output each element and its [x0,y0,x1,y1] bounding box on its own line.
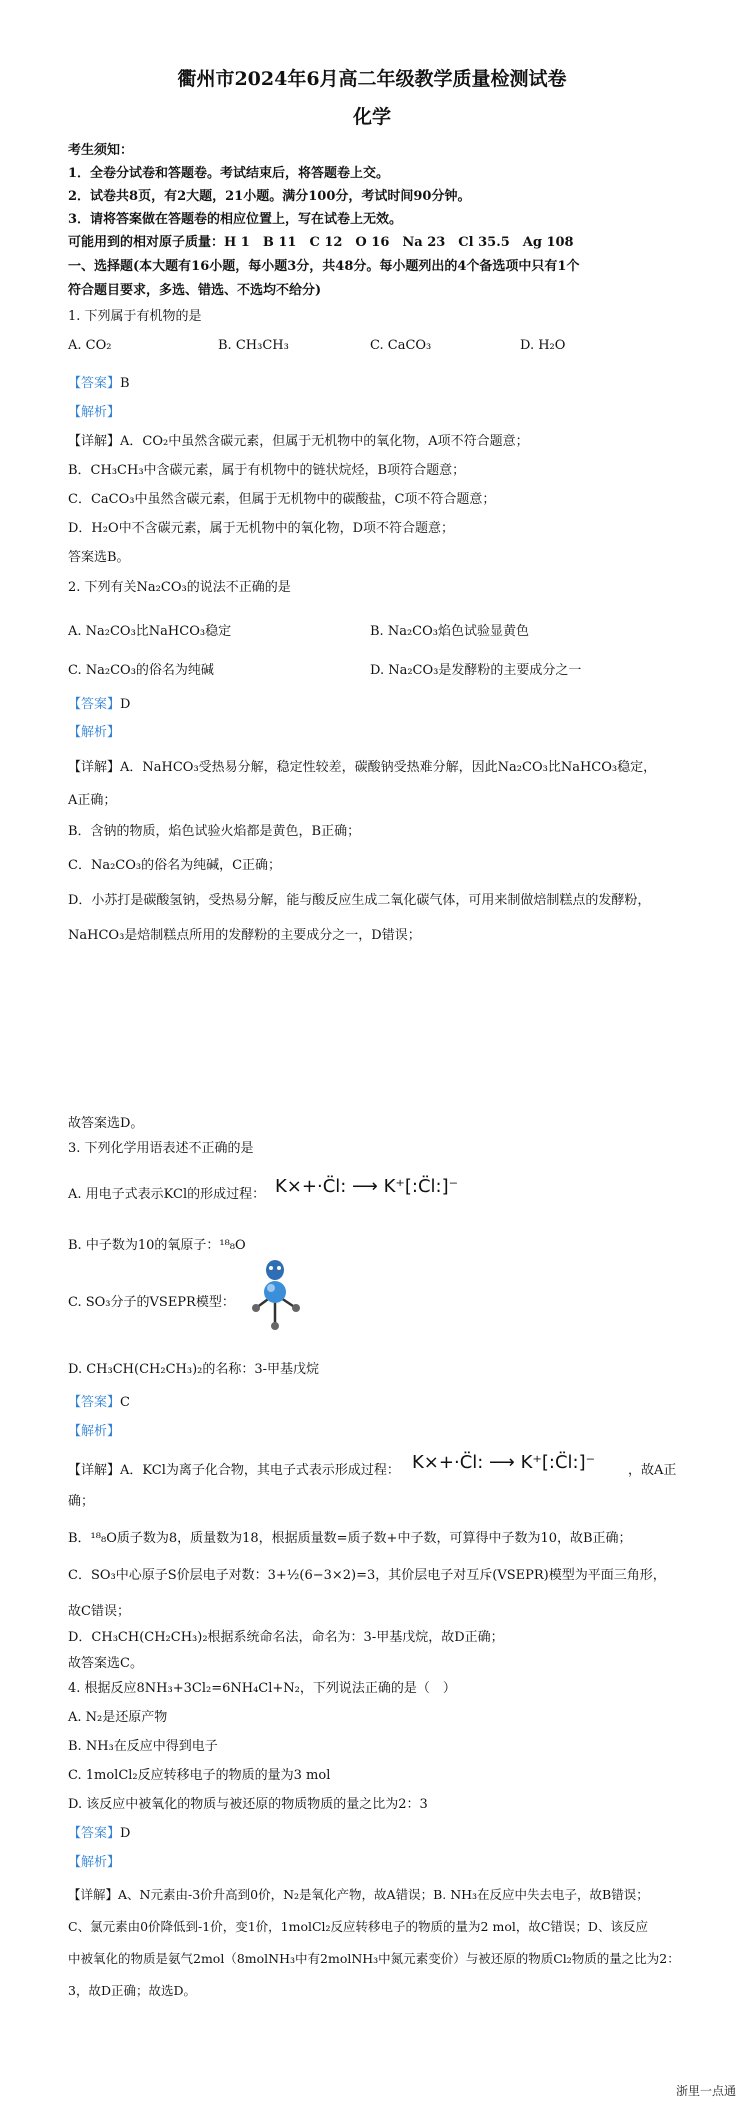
q4-analysis-label: 【解析】 [68,1855,121,1870]
q4-option-d: D. 该反应中被氧化的物质与被还原的物质物质的量之比为2：3 [68,1797,428,1812]
q3-detail-5: 故C错误； [68,1604,130,1619]
q3-detail-1: 【详解】A．KCl为离子化合物，其电子式表示形成过程： [68,1463,400,1478]
q3-answer: C [120,1395,130,1410]
q2-detail-5: D．小苏打是碳酸氢钠，受热易分解，能与酸反应生成二氧化碳气体，可用来制做焙制糕点的发酵粉， [68,893,651,908]
q2-answer-label: 【答案】 [68,697,121,712]
q1-answer: B [120,376,130,391]
q3-detail-6: D．CH₃CH(CH₂CH₃)₂根据系统命名法，命名为：3-甲基戊烷，故D正确； [68,1630,504,1645]
q2-conclusion: 故答案选D。 [68,1116,144,1131]
q3-stem: 3. 下列化学用语表述不正确的是 [68,1141,254,1156]
q2-option-a: A. Na₂CO₃比NaHCO₃稳定 [68,624,232,639]
q1-analysis-label: 【解析】 [68,405,121,420]
q2-option-d: D. Na₂CO₃是发酵粉的主要成分之一 [370,663,582,678]
q2-detail-4: C．Na₂CO₃的俗名为纯碱，C正确； [68,858,282,873]
q2-detail-1: 【详解】A．NaHCO₃受热易分解，稳定性较差，碳酸钠受热难分解，因此Na₂CO₃比NaHCO₃稳定， [68,760,657,775]
q4-detail-4: 3，故D正确；故选D。 [68,1983,196,1998]
q3-option-c: C. SO₃分子的VSEPR模型： [68,1295,235,1310]
q3-detail-3: B．¹⁸₈O质子数为8，质量数为18，根据质量数=质子数+中子数，可算得中子数为10，故B正确； [68,1531,632,1546]
q1-detail-4: D．H₂O中不含碳元素，属于无机物中的氧化物，D项不符合题意； [68,521,455,536]
section-heading-line1: 一、选择题(本大题有16小题，每小题3分，共48分。每小题列出的4个备选项中只有1个 [68,259,580,274]
q3-option-a-formula: K×+·C̈l: ⟶ K⁺[:C̈l:]⁻ [275,1176,459,1197]
q2-analysis-label: 【解析】 [68,725,121,740]
q4-option-a: A. N₂是还原产物 [68,1710,168,1725]
so3-vsepr-model-image [246,1258,304,1334]
q4-option-c: C. 1molCl₂反应转移电子的物质的量为3 mol [68,1768,331,1783]
q1-detail-3: C．CaCO₃中虽然含碳元素，但属于无机物中的碳酸盐，C项不符合题意； [68,492,496,507]
atomic-masses: 可能用到的相对原子质量：H 1 B 11 C 12 O 16 Na 23 Cl 35.5 Ag 108 [68,235,574,250]
q1-answer-label: 【答案】 [68,376,121,391]
q3-option-a: A. 用电子式表示KCl的形成过程： [68,1187,266,1202]
q2-stem: 2. 下列有关Na₂CO₃的说法不正确的是 [68,580,291,595]
q1-option-c: C. CaCO₃ [370,338,432,353]
q3-detail-2: 确； [68,1494,95,1509]
q4-answer: D [120,1826,131,1841]
q4-option-b: B. NH₃在反应中得到电子 [68,1739,218,1754]
q4-detail-1: 【详解】A、N元素由-3价升高到0价，N₂是氧化产物，故A错误；B. NH₃在反应中失去电子，故B错误； [68,1887,649,1902]
q2-answer: D [120,697,131,712]
q3-detail-1-tail: ，故A正 [628,1463,677,1478]
footer-brand: 浙里一点通 [675,2084,736,2098]
q2-option-b: B. Na₂CO₃焰色试验显黄色 [370,624,529,639]
q1-detail-1: 【详解】A．CO₂中虽然含碳元素，但属于无机物中的氧化物，A项不符合题意； [68,434,529,449]
notice-heading: 考生须知： [68,143,134,158]
q2-detail-2: A正确； [68,793,117,808]
q4-stem: 4. 根据反应8NH₃+3Cl₂=6NH₄Cl+N₂，下列说法正确的是（ ） [68,1681,456,1696]
q1-answer-row [68,372,130,391]
q2-option-c: C. Na₂CO₃的俗名为纯碱 [68,663,214,678]
q2-answer-row [68,693,130,712]
notice-item-1: 1．全卷分试卷和答题卷。考试结束后，将答题卷上交。 [68,166,390,181]
q4-answer-label: 【答案】 [68,1826,121,1841]
q3-answer-label: 【答案】 [68,1395,121,1410]
q1-stem: 1. 下列属于有机物的是 [68,309,202,324]
q1-detail-2: B．CH₃CH₃中含碳元素，属于有机物中的链状烷烃，B项符合题意； [68,463,466,478]
notice-item-3: 3．请将答案做在答题卷的相应位置上，写在试卷上无效。 [68,212,403,227]
q1-option-b: B. CH₃CH₃ [218,338,289,353]
q4-detail-2: C、氯元素由0价降低到-1价，变1价，1molCl₂反应转移电子的物质的量为2 mol，故C错误；D、该反应 [68,1919,648,1934]
q3-option-b: B. 中子数为10的氧原子：¹⁸₈O [68,1238,246,1253]
q1-option-d: D. H₂O [520,338,566,353]
q3-detail-4: C．SO₃中心原子S价层电子对数：3+½(6−3×2)=3，其价层电子对互斥(VSEPR)模型为平面三角形， [68,1568,666,1583]
q3-detail-formula: K×+·C̈l: ⟶ K⁺[:C̈l:]⁻ [412,1452,596,1473]
subject-title: 化学 [352,106,391,128]
exam-title: 衢州市2024年6月高二年级教学质量检测试卷 [177,68,567,90]
q3-option-d: D. CH₃CH(CH₂CH₃)₂的名称：3-甲基戊烷 [68,1362,320,1377]
q3-analysis-label: 【解析】 [68,1424,121,1439]
q2-detail-6: NaHCO₃是焙制糕点所用的发酵粉的主要成分之一，D错误； [68,928,421,943]
q4-detail-3: 中被氧化的物质是氨气2mol（8molNH₃中有2molNH₃中氮元素变价）与被还原的物质Cl₂物质的量之比为2： [68,1951,680,1966]
q4-answer-row [68,1822,130,1841]
section-heading-line2: 符合题目要求，多选、错选、不选均不给分) [68,283,322,298]
q2-detail-3: B．含钠的物质，焰色试验火焰都是黄色，B正确； [68,824,361,839]
notice-item-2: 2．试卷共8页，有2大题，21小题。满分100分，考试时间90分钟。 [68,189,471,204]
q1-option-a: A. CO₂ [68,338,112,353]
q3-answer-row [68,1391,130,1410]
q3-detail-7: 故答案选C。 [68,1656,143,1671]
q1-detail-5: 答案选B。 [68,550,130,565]
